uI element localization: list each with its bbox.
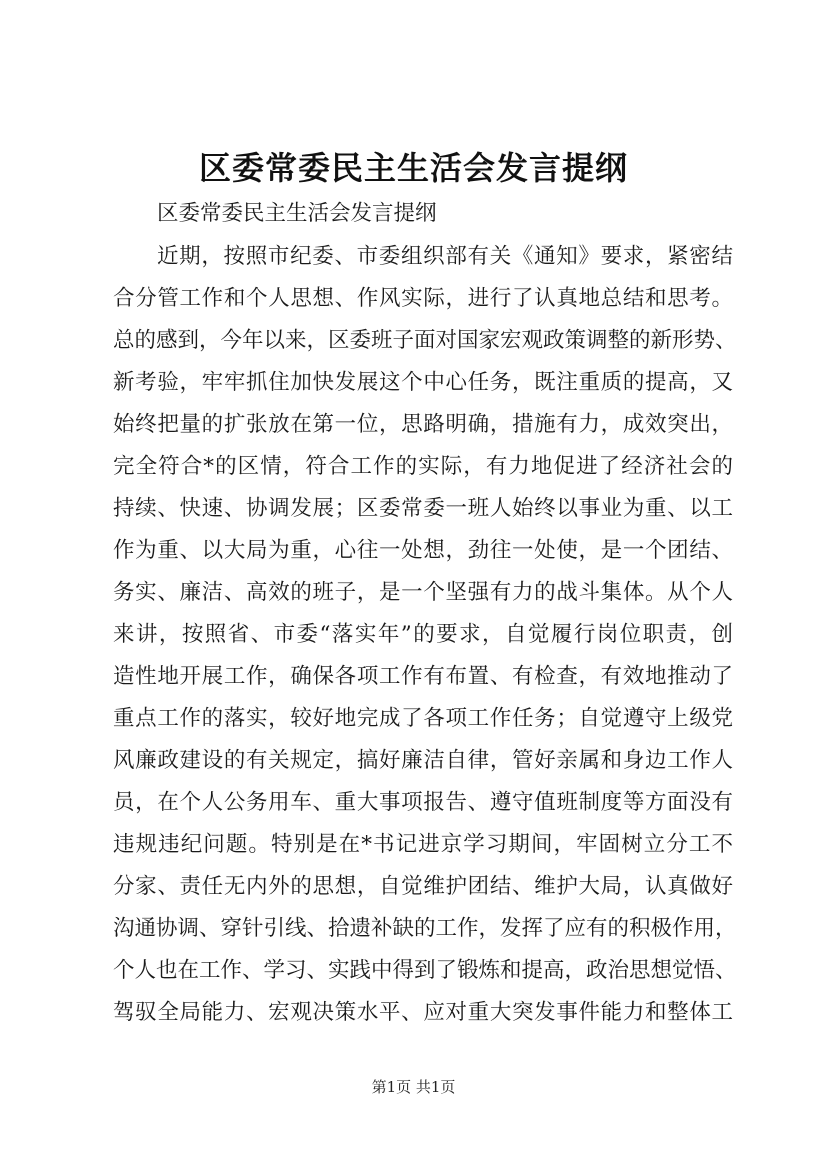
text-line: 违规违纪问题。特别是在*书记进京学习期间，牢固树立分工不 — [113, 832, 733, 857]
text-line: 个人也在工作、学习、实践中得到了锻炼和提高，政治思想觉悟、 — [113, 958, 737, 983]
text-line: 驾驭全局能力、宏观决策水平、应对重大突发事件能力和整体工 — [113, 1000, 733, 1025]
text-line: 分家、责任无内外的思想，自觉维护团结、维护大局，认真做好 — [113, 874, 733, 899]
text-line: 员，在个人公务用车、重大事项报告、遵守值班制度等方面没有 — [113, 790, 733, 815]
text-line: 沟通协调、穿针引线、拾遗补缺的工作，发挥了应有的积极作用， — [113, 916, 737, 941]
text-line: 作为重、以大局为重，心往一处想，劲往一处使，是一个团结、 — [113, 538, 733, 563]
text-line: 造性地开展工作，确保各项工作有布置、有检查，有效地推动了 — [113, 664, 733, 689]
text-line: 重点工作的落实，较好地完成了各项工作任务；自觉遵守上级党 — [113, 706, 733, 731]
page-title: 区委常委民主生活会发言提纲 — [198, 149, 628, 187]
text-line: 总的感到，今年以来，区委班子面对国家宏观政策调整的新形势、 — [113, 328, 737, 353]
text-line: 持续、快速、协调发展；区委常委一班人始终以事业为重、以工 — [113, 496, 733, 521]
text-line: 风廉政建设的有关规定，搞好廉洁自律，管好亲属和身边工作人 — [113, 748, 733, 773]
text-line: 新考验，牢牢抓住加快发展这个中心任务，既注重质的提高，又 — [113, 370, 733, 395]
body-text — [113, 236, 737, 1034]
text-line: 始终把量的扩张放在第一位，思路明确，措施有力，成效突出， — [113, 412, 733, 437]
text-line: 合分管工作和个人思想、作风实际，进行了认真地总结和思考。 — [113, 286, 733, 311]
subtitle: 区委常委民主生活会发言提纲 — [157, 201, 437, 226]
text-line: 近期，按照市纪委、市委组织部有关《通知》要求，紧密结 — [157, 244, 733, 269]
page-footer: 第1页 共1页 — [371, 1078, 456, 1096]
text-line: 来讲，按照省、市委“落实年”的要求，自觉履行岗位职责，创 — [113, 622, 733, 647]
text-line: 完全符合*的区情，符合工作的实际，有力地促进了经济社会的 — [113, 454, 733, 479]
text-line: 务实、廉洁、高效的班子，是一个坚强有力的战斗集体。从个人 — [113, 580, 733, 605]
